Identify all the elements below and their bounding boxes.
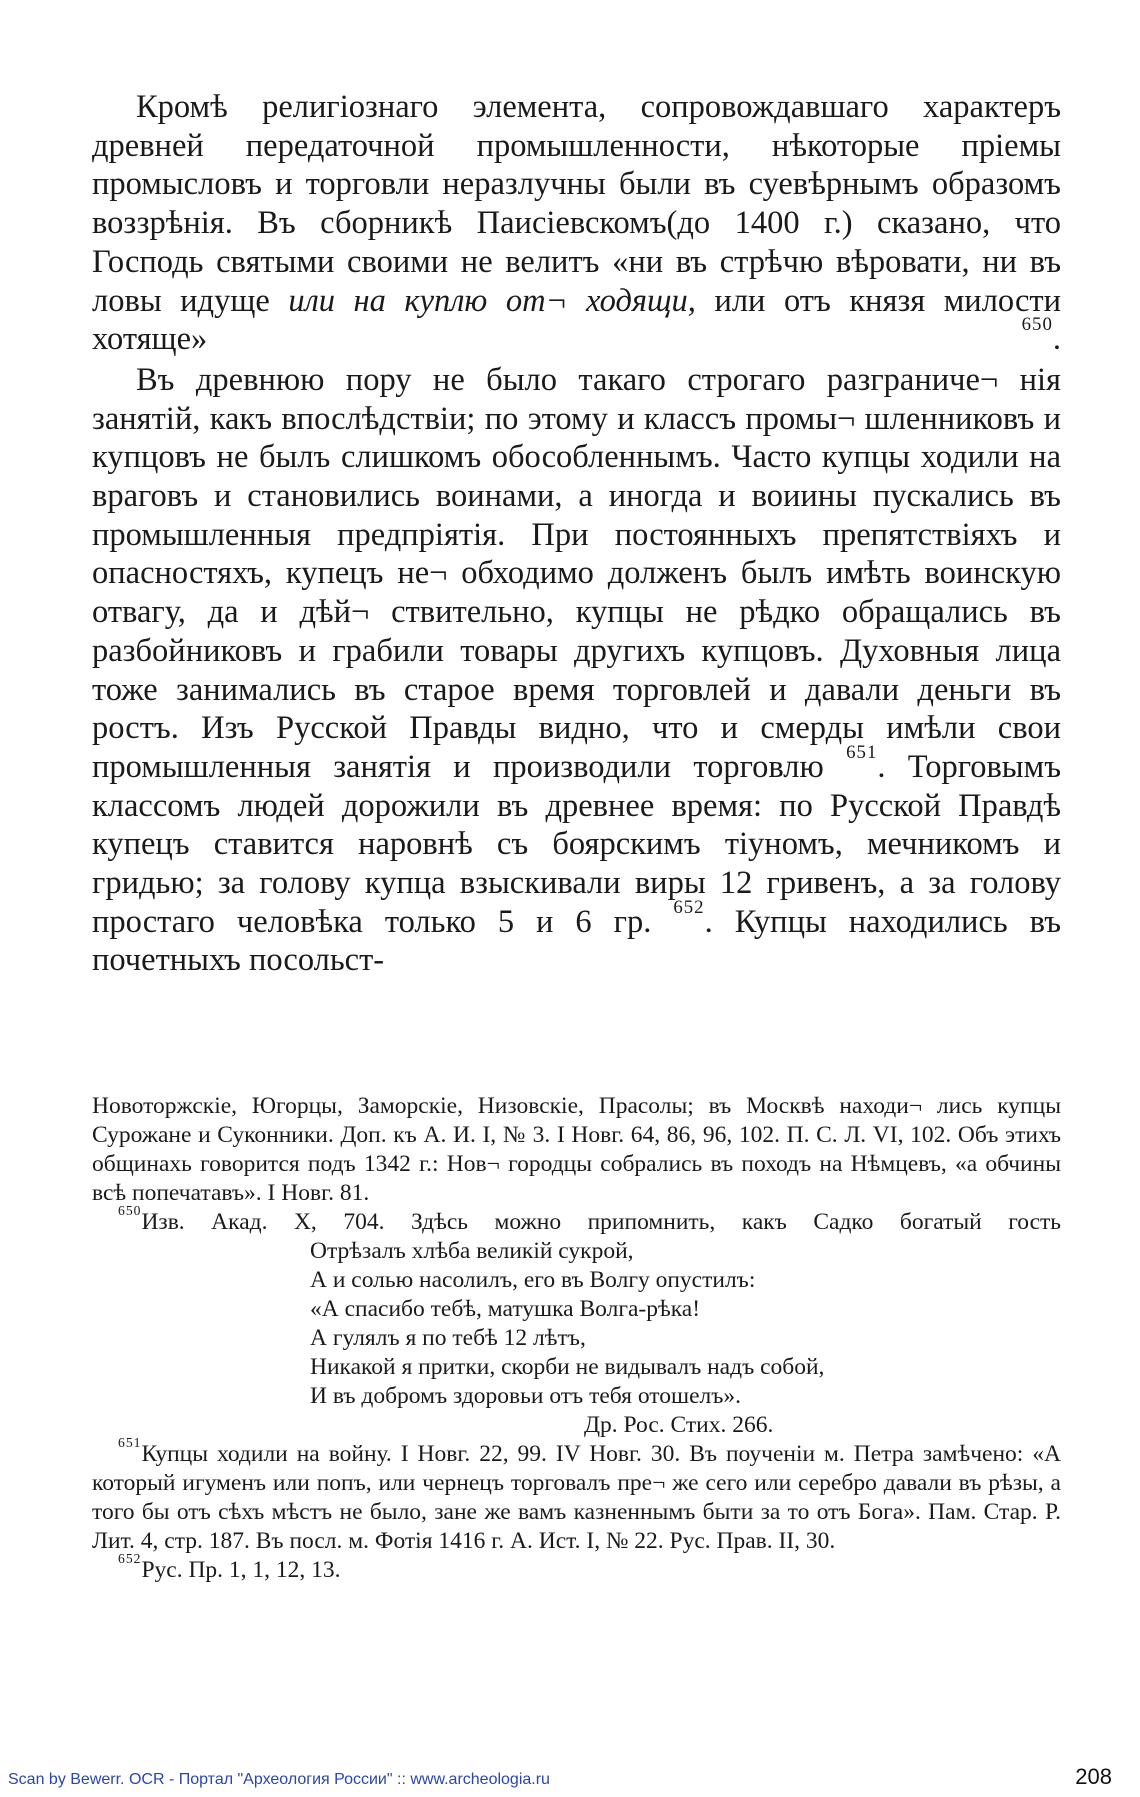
note-ref-651: 651: [846, 741, 878, 763]
paragraph-1-italic: или на куплю от¬ ходящи,: [288, 282, 696, 319]
paragraph-2-text-3: . Купцы находились въ почетныхъ посольст-: [92, 903, 1062, 979]
paragraph-1: [92, 88, 1061, 359]
footnote-651-text: Купцы ходили на войну. I Новг. 22, 99. IV Новг. 30. Въ поученiи м. Петра замѣчено: «А который игуменъ или попъ, или чернецъ торговалъ пре¬ же сего или серебро давали въ рѣзы, а того бы отъ сѣхъ мѣстъ не было, зане же вамъ казненнымъ быти за то отъ Бога». Пам. Стар. Р. Лит. 4, стр. 187. Въ посл. м. Фотiя 1416 г. А. Ист. I, № 22. Рус. Прав. II, 30.: [92, 1441, 1061, 1554]
note-ref-650: 650: [1021, 314, 1053, 336]
paragraph-1-end: .: [1052, 321, 1061, 358]
paragraph-2-text-2: . Торговымъ классомъ людей дорожили въ древнее время: по Русской Правдѣ купецъ ставится наровнѣ съ боярскимъ тiуномъ, мечникомъ и гридью; за голову купца взыскивали виры 12 гривенъ, а за голову простаго человѣка только 5 и 6 гр.: [92, 748, 1062, 940]
footnotes: [92, 1092, 1061, 1585]
page-number: 208: [1075, 1764, 1112, 1789]
footnote-continuation: Новоторжскiе, Югорцы, Заморскiе, Низовскiе, Прасолы; въ Москвѣ находи¬ лись купцы Сурожане и Суконники. Доп. къ А. И. I, № 3. I Новг. 64, 86, 96, 102. П. С. Л. VI, 102. Объ этихъ общинахь говорится подъ 1342 г.: Нов¬ городцы собрались въ походъ на Нѣмцевъ, «а обчины всѣ попечатавъ». I Новг. 81.: [92, 1093, 1061, 1206]
paragraph-2-text-1: Въ древнюю пору не было такаго строгаго разграниче¬ нiя занятiй, какъ впослѣдствiи; по этому и классъ промы¬ шленниковъ и купцовъ не былъ слишкомъ обособленнымъ. Часто купцы ходили на враговъ и становились воинами, а иногда и воиины пускались въ промышленныя предпрiятiя. При постоянныхъ препятствiяхъ и опасностяхъ, купецъ не¬ обходимо долженъ былъ имѣть воинскую отвагу, да и дѣй¬ ствительно, купцы не рѣдко обращались въ разбойниковъ и грабили товары другихъ купцовъ. Духовныя лица тоже занимались въ старое время торговлей и давали деньги въ ростъ. Изъ Русской Правды видно, что и смерды имѣли свои промышленныя занятiя и производили торговлю: [92, 361, 1061, 785]
paragraph-2: [92, 361, 1061, 980]
scan-credit-link[interactable]: Scan by Bewerr. OCR - Портал "Археология России" :: www.archeologia.ru: [8, 1771, 550, 1788]
verse-line: А гулялъ я по тебѣ 12 лѣтъ,: [310, 1325, 586, 1351]
note-ref-652: 652: [673, 896, 705, 918]
footnote-652-text: Рус. Пр. 1, 1, 12, 13.: [141, 1557, 341, 1583]
verse-line: Никакой я притки, скорби не видывалъ надъ собой,: [310, 1354, 825, 1380]
paragraph-1-text: Кромѣ религiознаго элемента, сопровождавшаго характеръ древней передаточной промышленности, нѣкоторые прiемы промысловъ и торговли неразлучны были въ суевѣрнымъ образомъ воззрѣнiя. Въ сборникѣ Паисiевскомъ(до 1400 г.) сказано, что Господь святыми своими не велитъ «ни въ стрѣчю вѣровати, ни въ ловы идуще: [92, 89, 1061, 319]
footnote-652: [92, 1551, 1061, 1585]
paragraph-1-tail: или отъ князя милости хотяще»: [92, 282, 1062, 358]
verse-line: «А спасибо тебѣ, матушка Волга-рѣка!: [310, 1296, 701, 1322]
footnote-651: [92, 1435, 1061, 1556]
footnote-650: [92, 1203, 1061, 1237]
main-text: [92, 88, 1061, 980]
footnote-650-source: Др. Рос. Стих. 266.: [584, 1412, 774, 1438]
footnote-651-mark: 651: [118, 1435, 142, 1450]
footnote-652-mark: 652: [118, 1551, 142, 1566]
footnote-650-verse: [310, 1237, 1061, 1411]
verse-line: И въ добромъ здоровьи отъ тебя отошелъ».: [310, 1383, 741, 1409]
footnote-650-text: Изв. Акад. X, 704. Здѣсь можно припомнить, какъ Садко богатый гость: [141, 1209, 1061, 1235]
verse-line: Отрѣзалъ хлѣба великiй сукрой,: [310, 1238, 634, 1264]
verse-line: А и солью насолилъ, его въ Волгу опустилъ:: [310, 1267, 756, 1293]
footnote-650-mark: 650: [118, 1203, 142, 1218]
